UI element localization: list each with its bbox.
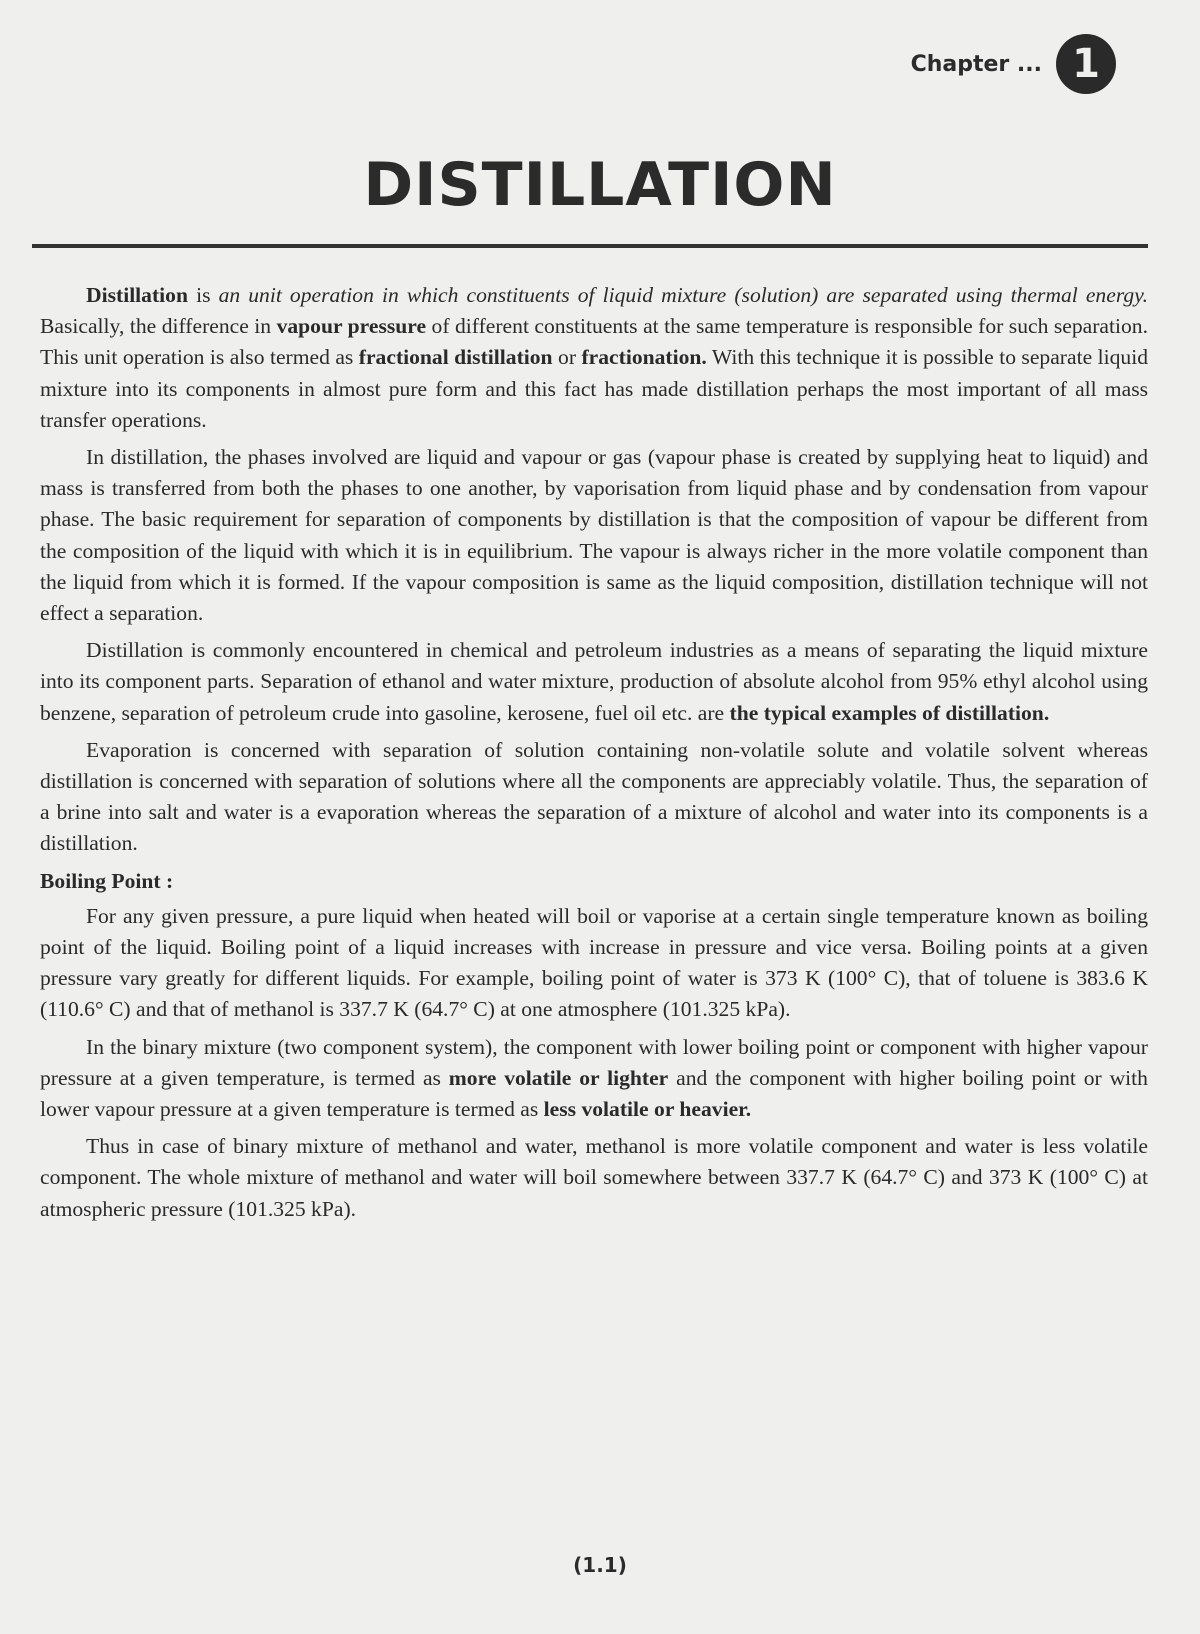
chapter-label: Chapter ... [910,51,1042,77]
paragraph-4: Evaporation is concerned with separation of solution containing non-volatile solute and volatile solvent whereas distillation is concerned with separation of solutions where all the components are appreciably volatile. Thus, the separation of a brine into salt and water is a evaporation whereas the separation of a mixture of alcohol and water into its components is a distillation. [40,737,1148,856]
text-run: Basically, the difference in [40,314,277,339]
title-divider [32,244,1148,248]
chapter-tag [911,34,1116,94]
paragraph-1 [40,280,1148,436]
paragraph-7: Thus in case of binary mixture of methanol and water, methanol is more volatile component and water is less volatile component. The whole mixture of methanol and water will boil somewhere between 337.7 K (64.7° C) and 373 K (100° C) at atmospheric pressure (101.325 kPa). [40,1134,1148,1221]
body-text [40,280,1148,1231]
section-heading-boiling-point: Boiling Point : [40,868,174,893]
text-run: is [187,283,219,307]
paragraph-2: In distillation, the phases involved are liquid and vapour or gas (vapour phase is created by supplying heat to liquid) and mass is transferred from both the phases to one another, by vaporisation from liquid phase and by condensation from vapour phase. The basic requirement for separation of components by distillation is that the composition of vapour be different from the composition of the liquid with which it is in equilibrium. The vapour is always richer in the more volatile component than the liquid from which it is formed. If the vapour composition is same as the liquid composition, distillation technique will not effect a separation. [40,445,1148,626]
text-run: With this technique it is possible to separate liquid mixture into its components in almost pure form and this fact has made distillation perhaps the most important of all mass transfer operations. [40,345,1148,432]
paragraph-3 [40,635,1148,729]
term-vapour-pressure: vapour pressure [276,314,427,339]
chapter-number-badge: 1 [1056,34,1116,94]
term-more-volatile: more volatile or lighter [448,1065,669,1090]
term-less-volatile: less volatile or heavier. [543,1097,752,1122]
paragraph-6 [40,1032,1148,1126]
term-fractional-distillation: fractional distillation [358,345,553,370]
text-run: of different constituents at the same temperature is responsible for such separation. This unit operation is also termed as [40,314,1149,370]
text-run: and the component with higher boiling point or with lower vapour pressure at a given temperature is termed as [40,1065,1148,1122]
paragraph-5: For any given pressure, a pure liquid when heated will boil or vaporise at a certain single temperature known as boiling point of the liquid. Boiling point of a liquid increases with increase in pressure and vice versa. Boiling points at a given pressure vary greatly for different liquids. For example, boiling point of water is 373 K (100° C), that of toluene is 383.6 K (110.6° C) and that of methanol is 337.7 K (64.7° C) at one atmosphere (101.325 kPa). [40,903,1148,1022]
term-distillation: Distillation [86,283,188,307]
text-run: In the binary mixture (two component system), the component with lower boiling point or component with higher vapour pressure at a given temperature, is termed as [40,1034,1148,1090]
definition-italic: an unit operation in which constituents of liquid mixture (solution) are separated using thermal energy. [218,283,1149,307]
text-run: or [552,345,582,370]
text-run: Distillation is commonly encountered in chemical and petroleum industries as a means of separating the liquid mixture into its component parts. Separation of ethanol and water mixture, production of absolute alcohol from 95% ethyl alcohol using benzene, separation of petroleum crude into gasoline, kerosene, fuel oil etc. are [40,638,1148,725]
term-typical-examples: the typical examples of distillation. [729,700,1050,725]
term-fractionation: fractionation. [581,345,707,370]
page-title: DISTILLATION [363,150,837,220]
page-number: (1.1) [573,1553,627,1577]
